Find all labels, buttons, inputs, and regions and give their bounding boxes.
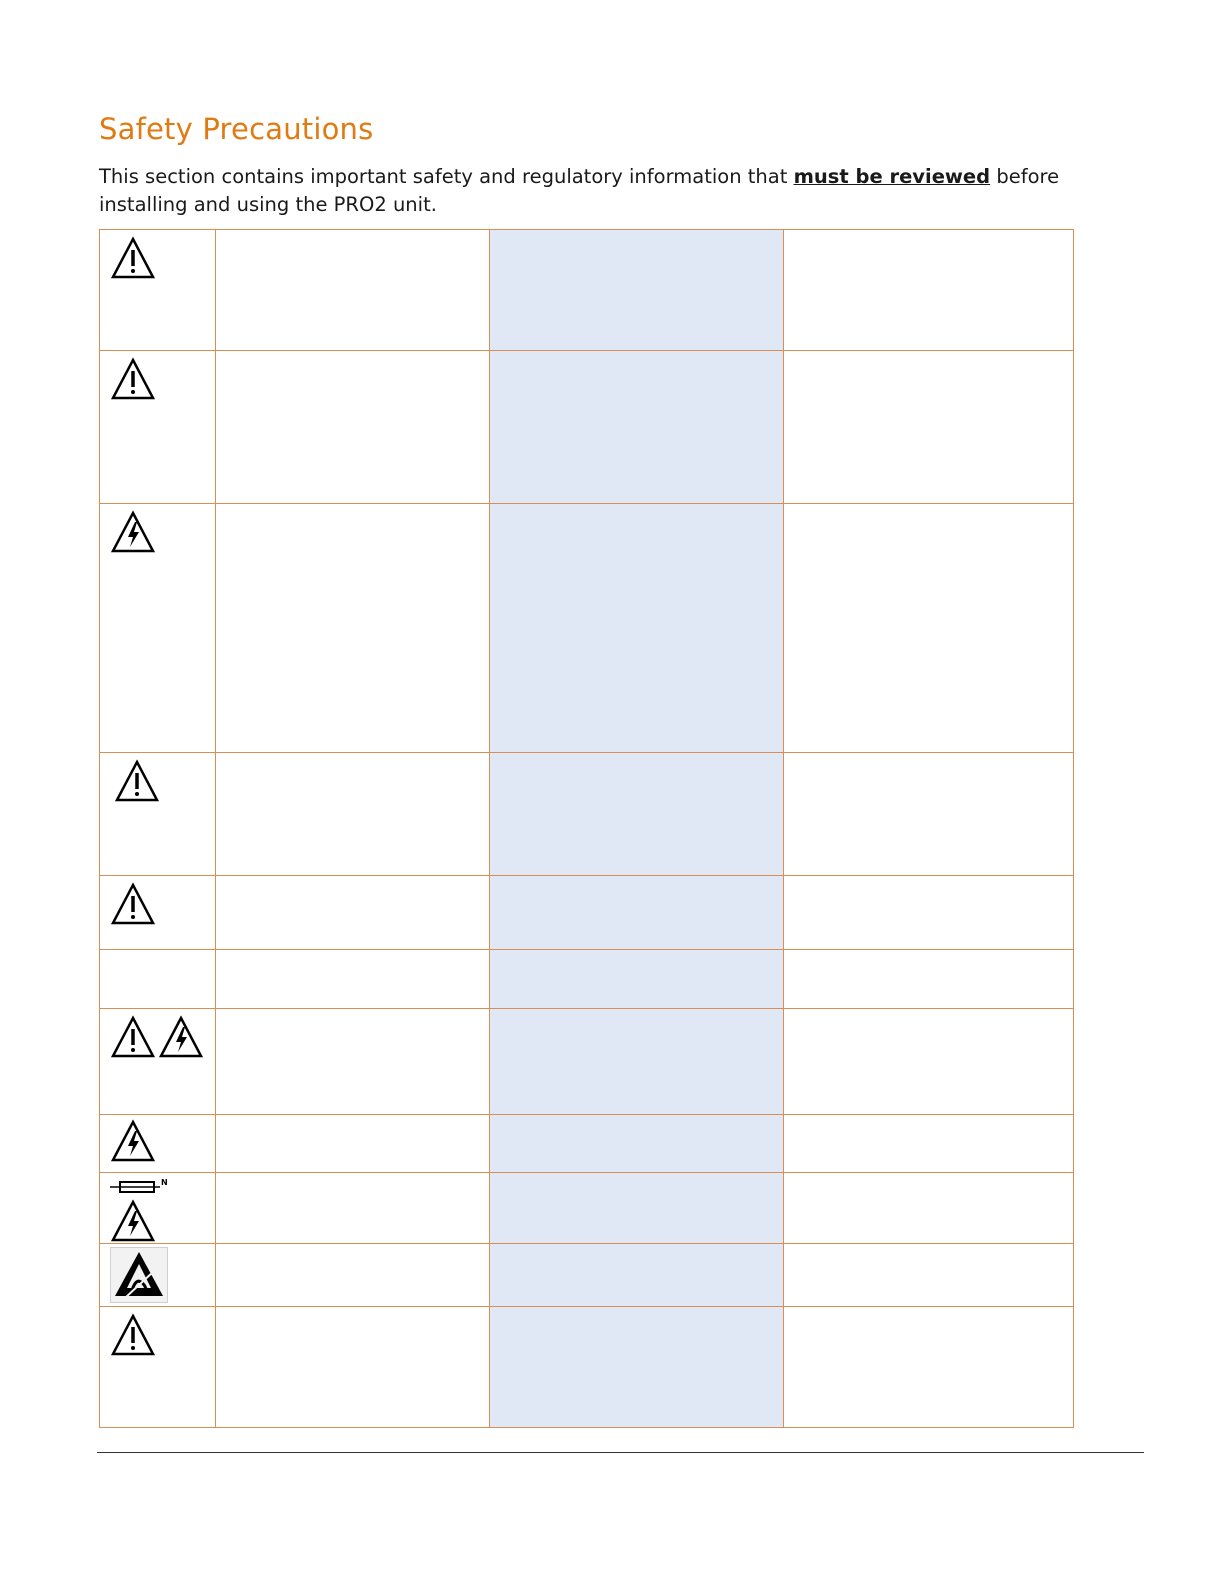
table-cell: [784, 230, 1074, 351]
table-cell: [784, 351, 1074, 504]
warning-icon: [110, 882, 156, 926]
table-row: [100, 230, 1074, 351]
table-cell: [490, 1307, 784, 1428]
fuse-icon: [108, 1177, 172, 1195]
table-row: [100, 1173, 1074, 1244]
table-cell: [784, 753, 1074, 876]
table-row: [100, 1115, 1074, 1173]
intro-text-end: before installing and using the PRO2 unit.: [99, 165, 1060, 216]
intro-text-start: This section contains important safety and regulatory information that: [99, 165, 794, 188]
icon-cell: [100, 1173, 216, 1244]
table-row: [100, 1307, 1074, 1428]
table-cell: [216, 1115, 490, 1173]
icon-cell: [100, 230, 216, 351]
icon-cell: [100, 950, 216, 1009]
table-cell: [784, 1173, 1074, 1244]
table-cell: [784, 1115, 1074, 1173]
electric-shock-icon: [110, 1199, 156, 1243]
intro-paragraph: [99, 163, 1144, 219]
table-cell: [216, 504, 490, 753]
table-cell: [784, 1009, 1074, 1115]
table-row: [100, 753, 1074, 876]
icon-cell: [100, 1115, 216, 1173]
electric-shock-icon: [110, 510, 156, 554]
table-cell: [216, 230, 490, 351]
table-cell: [784, 950, 1074, 1009]
table-row: [100, 504, 1074, 753]
table-row: [100, 950, 1074, 1009]
icon-cell: [100, 1009, 216, 1115]
icon-cell: [100, 504, 216, 753]
table-row: [100, 1244, 1074, 1307]
electric-shock-icon: [110, 1119, 156, 1163]
warning-icon: [110, 236, 156, 280]
intro-emphasis: must be reviewed: [793, 165, 991, 188]
table-cell: [490, 1115, 784, 1173]
icon-cell: [100, 1307, 216, 1428]
table-cell: [216, 753, 490, 876]
table-row: [100, 351, 1074, 504]
table-cell: [490, 1244, 784, 1307]
table-cell: [490, 950, 784, 1009]
page-title: Safety Precautions: [99, 112, 374, 146]
table-cell: [784, 1244, 1074, 1307]
table-cell: [490, 230, 784, 351]
warning-icon: [110, 1015, 156, 1059]
table-cell: [784, 876, 1074, 950]
electric-shock-icon: [158, 1015, 204, 1059]
warning-icon: [110, 357, 156, 401]
icon-cell: [100, 1244, 216, 1307]
table-cell: [784, 1307, 1074, 1428]
footer-divider: [97, 1452, 1144, 1453]
esd-icon: [110, 1247, 168, 1303]
table-cell: [216, 876, 490, 950]
table-cell: [216, 1009, 490, 1115]
warning-icon: [114, 759, 160, 803]
table-row: [100, 1009, 1074, 1115]
fuse-label: N: [161, 1178, 168, 1187]
table-cell: [216, 1244, 490, 1307]
table-cell: [490, 1173, 784, 1244]
table-cell: [216, 351, 490, 504]
table-row: [100, 876, 1074, 950]
table-cell: [216, 1173, 490, 1244]
table-cell: [490, 1009, 784, 1115]
icon-cell: [100, 351, 216, 504]
table-cell: [784, 504, 1074, 753]
safety-table: [99, 229, 1074, 1428]
table-cell: [490, 753, 784, 876]
warning-icon: [110, 1313, 156, 1357]
icon-cell: [100, 753, 216, 876]
table-cell: [490, 351, 784, 504]
table-cell: [216, 1307, 490, 1428]
table-cell: [490, 504, 784, 753]
table-cell: [216, 950, 490, 1009]
icon-cell: [100, 876, 216, 950]
table-cell: [490, 876, 784, 950]
